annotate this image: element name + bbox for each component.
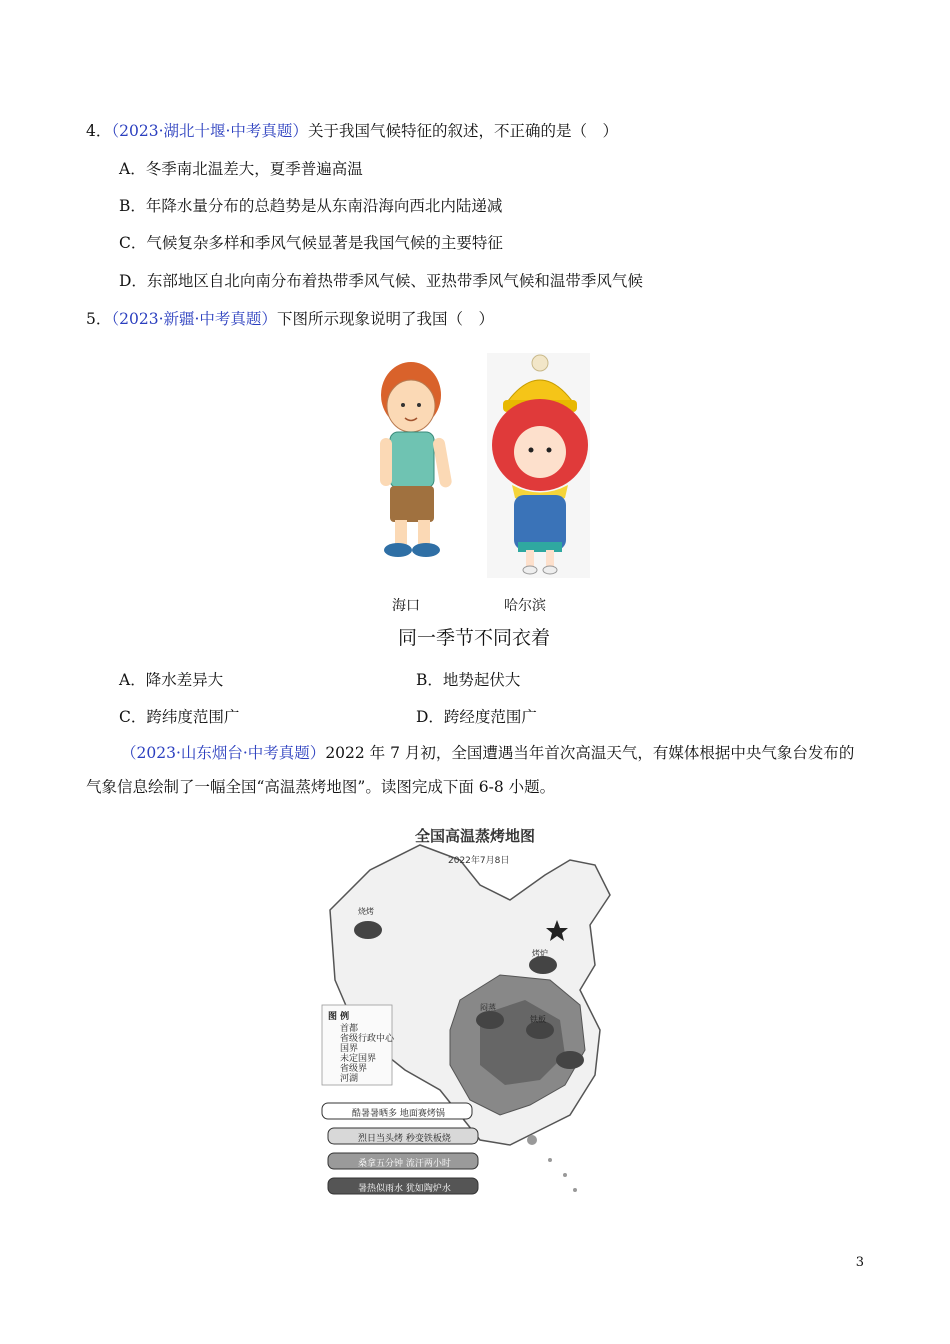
option-d[interactable]: D．跨经度范围广 [416,708,537,726]
question-stem: 关于我国气候特征的叙述，不正确的是（ ） [307,122,618,140]
option-d[interactable]: D．东部地区自北向南分布着热带季风气候、亚热带季风气候和温带季风气候 [119,272,643,290]
question-number: 4． [86,122,112,140]
legend-item: 国界 [340,1044,359,1054]
girl-figure [487,353,590,578]
clothing-illustration [360,350,600,585]
question-stem: 下图所示现象说明了我国（ ） [276,310,494,328]
question-6-8-intro [86,736,866,804]
legend-item: 省级界 [340,1064,368,1074]
legend-title: 图 例 [328,1012,350,1022]
legend-item: 未定国界 [340,1054,377,1064]
heat-level-label: 酷暑暑晒多 地面赛烤锅 [352,1109,445,1119]
label-harbin: 哈尔滨 [504,598,546,614]
question-5 [86,309,494,329]
option-c[interactable]: C．气候复杂多样和季风气候显著是我国气候的主要特征 [119,234,503,252]
map-stamp-label: 烤炉 [532,949,548,958]
map-date: 2022年7月8日 [448,856,510,866]
map-stamp-label: 闷蒸 [480,1003,496,1012]
figure-caption: 同一季节不同衣着 [398,627,551,649]
label-haikou: 海口 [392,598,420,614]
option-a[interactable]: A．冬季南北温差大，夏季普遍高温 [119,160,363,178]
map-stamp-label: 烧烤 [358,907,374,916]
question-source: （2023·湖北十堰·中考真题） [111,122,308,140]
option-b[interactable]: B．年降水量分布的总趋势是从东南沿海向西北内陆递减 [119,197,503,215]
boy-figure [380,362,453,557]
map-title: 全国高温蒸烤地图 [415,827,536,845]
question-source: （2023·山东烟台·中考真题） [121,744,326,762]
option-a[interactable]: A．降水差异大 [119,671,224,689]
heat-level-label: 桑拿五分钟 流汗两小时 [358,1159,451,1169]
page-number: 3 [855,1255,864,1270]
question-4 [86,121,618,141]
legend-item: 省级行政中心 [340,1034,395,1044]
option-b[interactable]: B．地势起伏大 [416,671,521,689]
heat-map-figure [310,815,640,1205]
heat-level-label: 暑热似雨水 犹如陶炉水 [358,1184,451,1194]
option-c[interactable]: C．跨纬度范围广 [119,708,240,726]
china-heat-map-icon [310,815,640,1205]
legend-item: 河湖 [340,1074,359,1084]
question-source: （2023·新疆·中考真题） [111,310,277,328]
heat-level-label: 烈日当头烤 秒变铁板烧 [358,1134,451,1144]
children-illustration-icon [360,350,600,585]
legend-item: 首都 [340,1024,359,1034]
question-number: 5． [86,310,112,328]
intro-text: 2022 年 7 月初，全国遭遇当年首次高温天气，有媒体根据中央气象台发布的气象信息绘制了一幅全国“高温蒸烤地图”。读图完成下面 6-8 小题。 [86,744,855,796]
map-stamp-label: 铁板 [530,1015,546,1024]
